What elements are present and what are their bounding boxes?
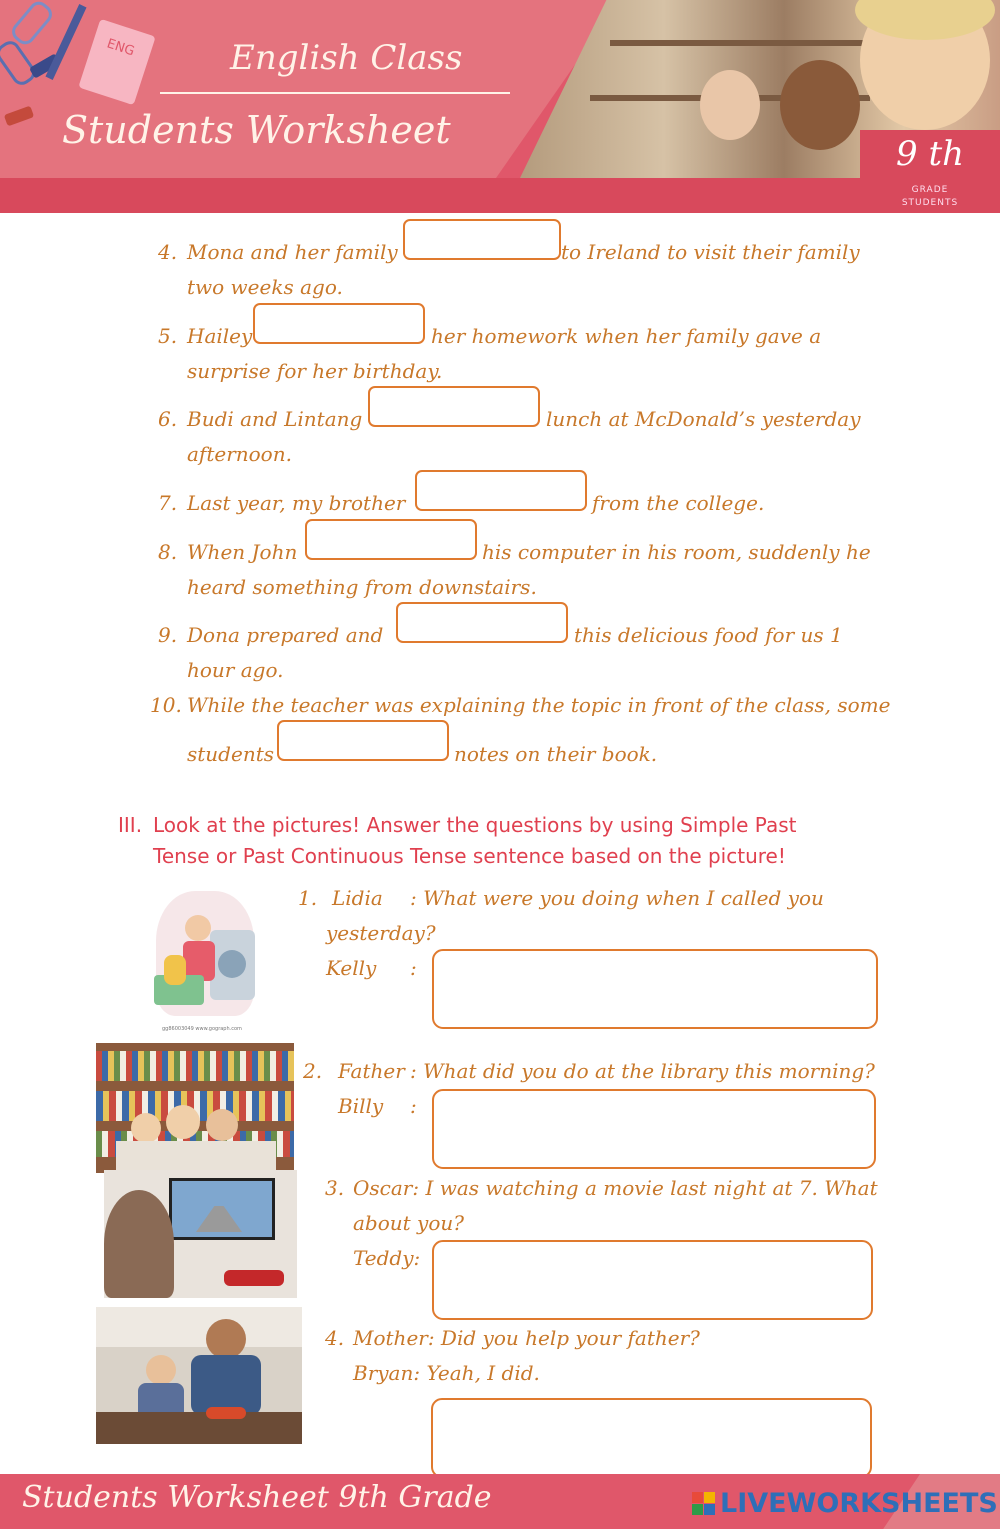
grade-label: STUDENTS: [901, 198, 959, 208]
question-item: 5. Hailey her homework when her family gave a surprise for her birthday.: [158, 324, 822, 383]
question-item: 4. Mona and her family to Ireland to visit their family two weeks ago.: [158, 240, 860, 299]
cooking-picture: [96, 1307, 302, 1444]
library-picture: [96, 1043, 294, 1173]
question-item: 7. Last year, my brother from the college.: [158, 491, 765, 515]
answer-textbox[interactable]: [432, 1240, 873, 1320]
grade-number: 9 th: [896, 134, 964, 174]
answer-input[interactable]: [403, 219, 561, 260]
answer-input[interactable]: [253, 303, 425, 344]
answer-textbox[interactable]: [431, 1398, 872, 1478]
answer-input[interactable]: [368, 386, 540, 427]
answer-input[interactable]: [305, 519, 477, 560]
page-header: [0, 0, 1000, 213]
question-item: 6. Budi and Lintang lunch at McDonald’s yesterday afternoon.: [158, 407, 861, 466]
grade-label: GRADE: [911, 185, 949, 195]
brand-name[interactable]: LIVEWORKSHEETS: [720, 1488, 998, 1519]
dialogue-item: 1. Lidia : What were you doing when I called you yesterday? Kelly :: [298, 886, 824, 980]
section-instruction: III. Look at the pictures! Answer the questions by using Simple Past Tense or Past Continuous Tense sentence based on the picture!: [118, 813, 797, 868]
question-item: 9. Dona prepared and this delicious food for us 1 hour ago.: [158, 623, 843, 682]
grade-badge: [860, 130, 1000, 213]
footer-title: Students Worksheet 9th Grade: [22, 1480, 492, 1515]
student-figure: [700, 70, 760, 140]
worksheet-title: Students Worksheet: [62, 108, 451, 152]
question-item: 10. While the teacher was explaining the topic in front of the class, some students notes on their book.: [150, 693, 891, 766]
liveworksheets-logo-icon: [692, 1492, 716, 1516]
laundry-picture: gg86003049 www.gograph.com: [150, 885, 260, 1035]
title-divider: [160, 92, 510, 94]
question-item: 8. When John his computer in his room, suddenly he heard something from downstairs.: [158, 540, 871, 599]
gaming-picture: [104, 1170, 297, 1298]
dialogue-item: 2. Father : What did you do at the library this morning? Billy :: [303, 1059, 875, 1118]
class-title: English Class: [230, 38, 463, 78]
answer-input[interactable]: [415, 470, 587, 511]
notebook-icon: ENG: [78, 19, 155, 105]
answer-textbox[interactable]: [432, 1089, 876, 1169]
dialogue-item: 4. Mother: Did you help your father? Bryan: Yeah, I did.: [325, 1326, 700, 1385]
dialogue-item: 3. Oscar: I was watching a movie last night at 7. What about you? Teddy:: [325, 1176, 878, 1270]
answer-input[interactable]: [396, 602, 568, 643]
answer-input[interactable]: [277, 720, 449, 761]
answer-textbox[interactable]: [432, 949, 878, 1029]
student-figure: [780, 60, 860, 150]
